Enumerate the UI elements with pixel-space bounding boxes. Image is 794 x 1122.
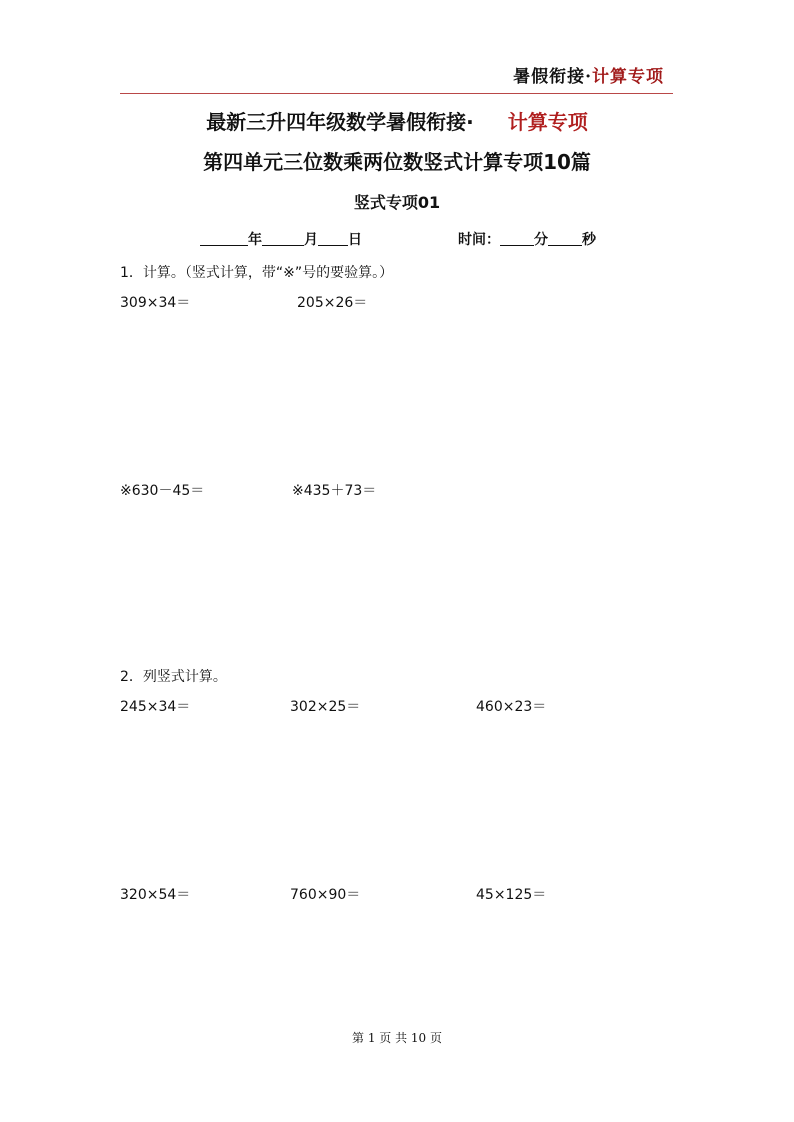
section2-heading: 2．列竖式计算。 — [120, 669, 227, 685]
minutes-label: 分 — [534, 232, 548, 248]
day-label: 日 — [348, 232, 362, 248]
header-brand — [513, 62, 664, 87]
problem-item: 245×34＝ — [120, 699, 191, 715]
year-blank[interactable] — [200, 231, 248, 246]
month-blank[interactable] — [262, 231, 304, 246]
set-title: 竖式专项01 — [353, 193, 441, 212]
date-time-line — [200, 229, 596, 249]
minutes-blank[interactable] — [500, 231, 534, 246]
problem-item: 760×90＝ — [290, 887, 361, 903]
page-title — [0, 106, 794, 135]
problem-item: 309×34＝ — [120, 295, 191, 311]
page-title-accent: 计算专项 — [507, 110, 588, 134]
problem-item: 45×125＝ — [476, 887, 547, 903]
seconds-label: 秒 — [582, 232, 596, 248]
problem-item: ※630－45＝ — [120, 483, 205, 499]
problem-item: 302×25＝ — [290, 699, 361, 715]
page-subtitle: 第四单元三位数乘两位数竖式计算专项10篇 — [203, 150, 591, 174]
header-brand-accent: 计算专项 — [592, 67, 664, 87]
day-blank[interactable] — [318, 231, 348, 246]
year-label: 年 — [248, 232, 262, 248]
time-label: 时间： — [458, 232, 500, 248]
problem-item: 460×23＝ — [476, 699, 547, 715]
problem-item: 205×26＝ — [297, 295, 368, 311]
seconds-blank[interactable] — [548, 231, 582, 246]
page-title-main: 最新三升四年级数学暑假衔接· — [206, 110, 474, 134]
month-label: 月 — [304, 232, 318, 248]
header-brand-prefix: 暑假衔接· — [513, 67, 592, 87]
problem-item: 320×54＝ — [120, 887, 191, 903]
header-divider — [120, 93, 673, 94]
section1-heading: 1．计算。（竖式计算，带“※”号的要验算。） — [120, 265, 394, 281]
problem-item: ※435＋73＝ — [292, 483, 377, 499]
page-number-footer: 第 1 页 共 10 页 — [352, 1031, 442, 1045]
